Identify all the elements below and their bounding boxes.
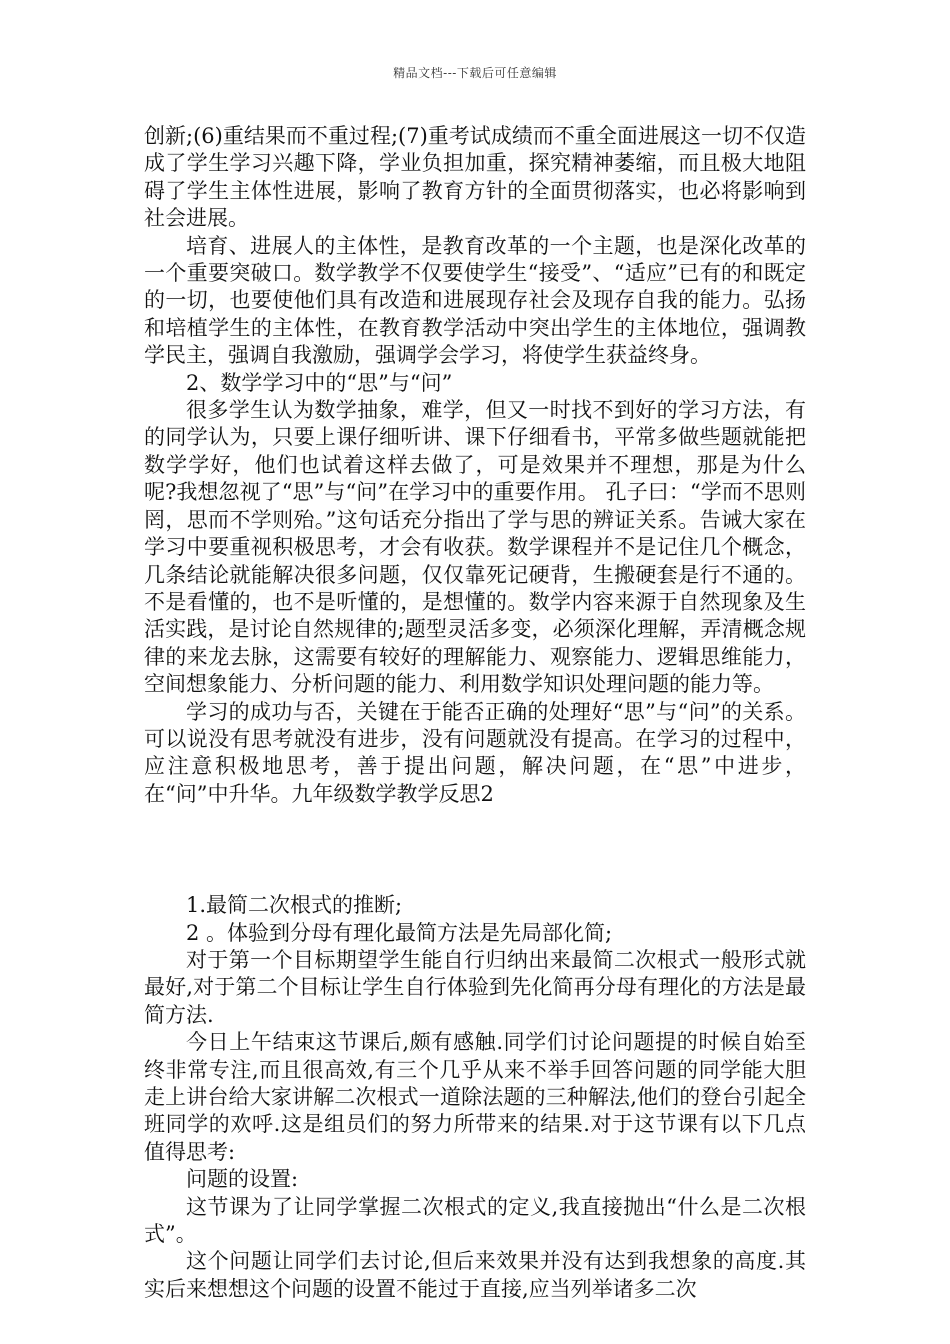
paragraph: 对于第一个目标期望学生能自行归纳出来最简二次根式一般形式就最好,对于第二个目标让学生自行体验到先化简再分母有理化的方法是最简方法. (144, 947, 806, 1027)
blank-gap (144, 808, 806, 892)
paragraph: 创新;(6)重结果而不重过程;(7)重考试成绩而不重全面进展这一切不仅造成了学生学习兴趣下降，学业负担加重，探究精神萎缩，而且极大地阻碍了学生主体性进展，影响了教育方针的全面贯彻落实，也必将影响到社会进展。 (144, 124, 806, 231)
list-item: 2 。体验到分母有理化最简方法是先局部化简; (186, 920, 613, 945)
list-item: 1.最简二次根式的推断; (186, 893, 403, 918)
page-header: 精品文档---下载后可任意编辑 (393, 66, 557, 80)
paragraph: 这节课为了让同学掌握二次根式的定义,我直接抛出“什么是二次根式”。 (144, 1194, 806, 1247)
paragraph: 学习的成功与否，关键在于能否正确的处理好“思”与“问”的关系。可以说没有思考就没有进步，没有问题就没有提高。在学习的过程中，应注意积极地思考，善于提出问题，解决问题，在“思”中进步，在“问”中升华。九年级数学教学反思2 (144, 699, 806, 806)
document-body (144, 123, 806, 1303)
subheading: 问题的设置: (186, 1167, 299, 1192)
section-heading: 2、数学学习中的“思”与“问” (186, 370, 453, 395)
paragraph: 这个问题让同学们去讨论,但后来效果并没有达到我想象的高度.其实后来想想这个问题的设置不能过于直接,应当列举诸多二次 (144, 1249, 806, 1301)
paragraph: 培育、进展人的主体性，是教育改革的一个主题，也是深化改革的一个重要突破口。数学教学不仅要使学生“接受”、“适应”已有的和既定的一切，也要使他们具有改造和进展现存社会及现存自我的能力。弘扬和培植学生的主体性，在教育教学活动中突出学生的主体地位，强调教学民主，强调自我激励，强调学会学习，将使学生获益终身。 (144, 233, 806, 368)
paragraph: 今日上午结束这节课后,颇有感触.同学们讨论问题提的时候自始至终非常专注,而且很高效,有三个几乎从来不举手回答问题的同学能大胆走上讲台给大家讲解二次根式一道除法题的三种解法,他们的登台引起全班同学的欢呼.这是组员们的努力所带来的结果.对于这节课有以下几点值得思考: (144, 1030, 806, 1164)
paragraph: 很多学生认为数学抽象，难学，但又一时找不到好的学习方法，有的同学认为，只要上课仔细听讲、课下仔细看书，平常多做些题就能把数学学好，他们也试着这样去做了，可是效果并不理想，那是为什么呢?我想忽视了“思”与“问”在学习中的重要作用。 孔子曰：“学而不思则罔，思而不学则殆。”这句话充分指出了学与思的辨证关系。告诫大家在学习中要重视积极思考，才会有收获。数学课程并不是记住几个概念，几条结论就能解决很多问题，仅仅靠死记硬背，生搬硬套是行不通的。不是看懂的，也不是听懂的，是想懂的。数学内容来源于自然现象及生活实践，是讨论自然规律的;题型灵活多变，必须深化理解，弄清概念规律的来龙去脉，这需要有较好的理解能力、观察能力、逻辑思维能力，空间想象能力、分析问题的能力、利用数学知识处理问题的能力等。 (144, 398, 806, 697)
